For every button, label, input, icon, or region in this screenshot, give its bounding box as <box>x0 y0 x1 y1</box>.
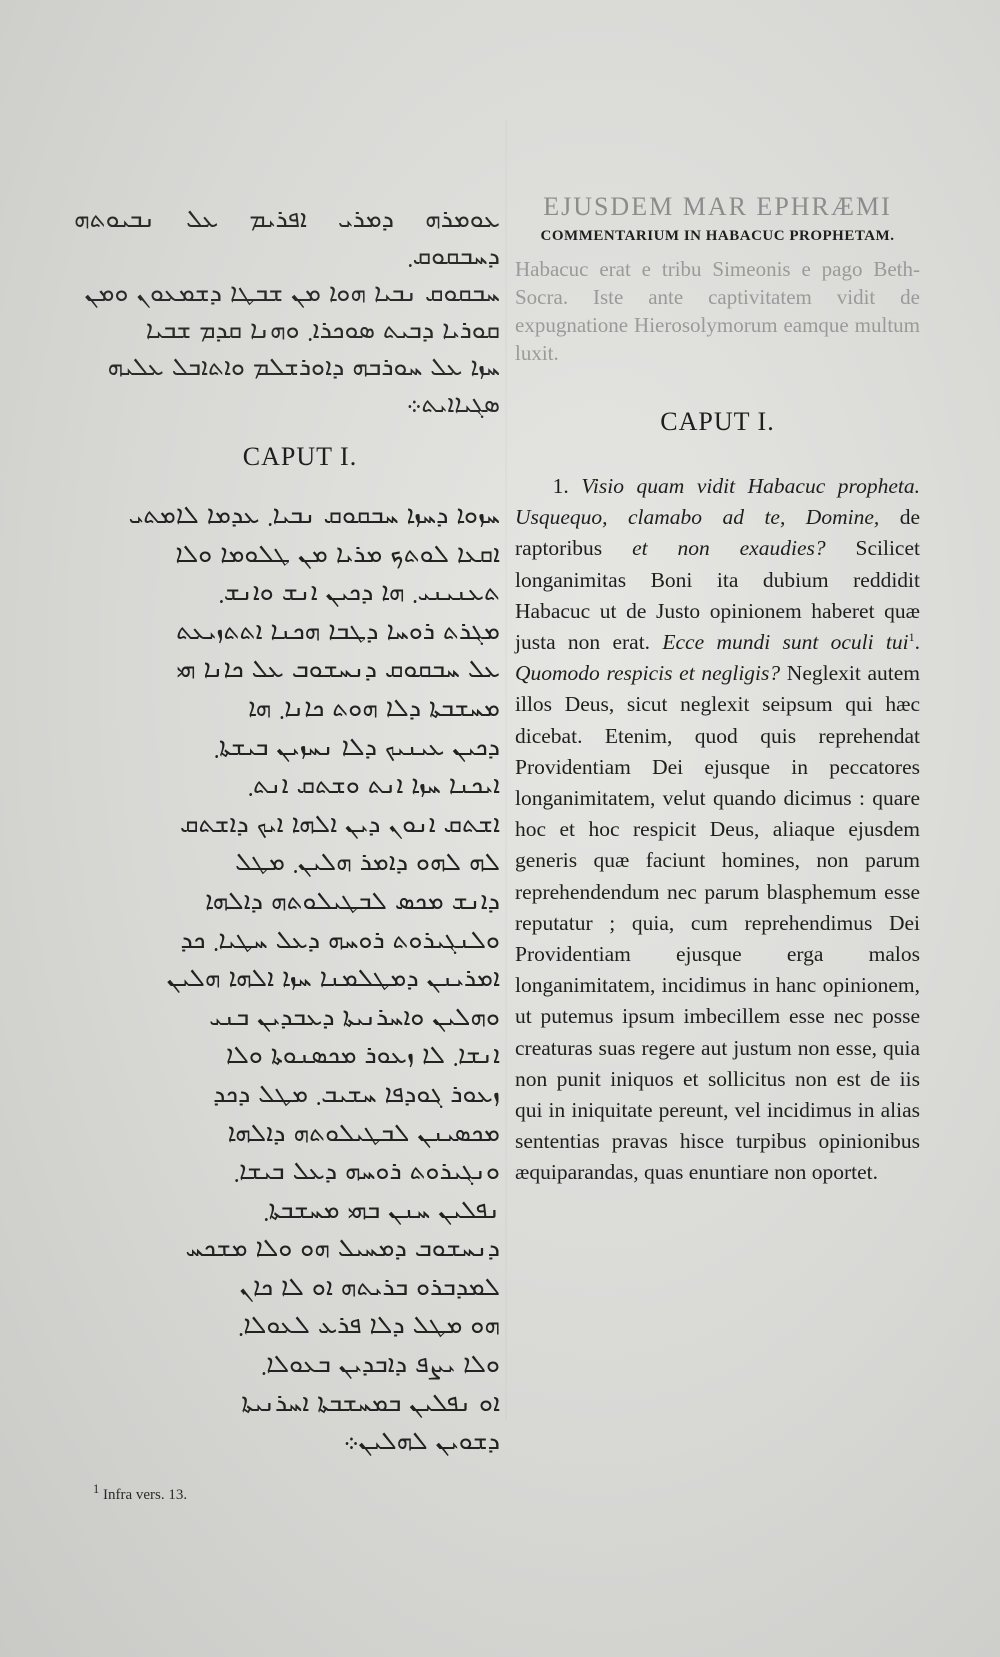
chapter-heading-left: CAPUT I. <box>242 442 358 471</box>
latin-column <box>515 180 920 1189</box>
footnote-ref: 1 <box>908 629 915 644</box>
latin-italic: Visio quam vidit Habacuc propheta. Usquequo, clamabo ad te, Domine, <box>515 474 920 530</box>
chapter-heading-right: CAPUT I. <box>660 407 775 436</box>
syriac-line: ܘܢܓܝܪܘܬ ܪܘܚܗ ܕܥܠ ܒܝܫܐ܂ <box>234 1156 500 1186</box>
syriac-line: ܢܦܠܝܢ ܚܢܢ ܒܗܝ ܡܚܫܒܬܐ܂ <box>263 1194 500 1224</box>
syriac-line: ܕܐܢܫ ܡܟܣ ܠܒܛܝܠܘܬܗ ܕܐܠܗܐ <box>205 885 500 915</box>
verse-number: 1. <box>552 474 569 498</box>
syriac-line: ܥܠ ܚܒܩܘܩ ܕܢܚܫܘܒ ܥܠ ܟܐܢܐ ܗܝ <box>176 654 500 684</box>
syriac-line: ܕܢܚܫܘܒ ܕܡܚܝܠ ܗܘ ܘܠܐ ܡܫܟܚ <box>185 1233 500 1263</box>
syriac-line: ܕܟܝܢ ܥܝܢܝܟ ܕܠܐ ܢܚܙܝܢ ܒܝܫܬܐ܂ <box>213 731 500 761</box>
footnote-marker: 1 <box>93 1482 100 1496</box>
main-heading: EJUSDEM MAR EPHRÆMI <box>543 192 892 221</box>
latin-italic: Quomodo respicis et negligis? <box>515 661 781 686</box>
latin-roman: de raptoribus <box>515 505 920 561</box>
syriac-line: ܙܥܘܪ ܓܘܕܦܐ ܚܫܝܒ܂ ܡܛܠ ܕܟܕ <box>213 1078 500 1108</box>
syriac-line: ܐܫܬܩ ܐܢܘܢ ܕܝܢ ܐܠܗܐ ܐܝܟ ܕܐܫܬܩ <box>179 808 500 838</box>
latin-roman: Scilicet longanimitas Boni ita dubium reddidit Habacuc ut de Justo opinionem haberet quæ justa non erat. <box>515 536 920 655</box>
syriac-heading-line: ܩܘܪܝܐ ܕܒܝܬ ܣܘܟܪܐ܂ ܘܗܢܐ ܩܕܡ ܫܒܝܐ <box>145 315 500 344</box>
gutter <box>505 120 507 1420</box>
syriac-heading-line: ܥܘܡܪܗ ܕܡܪܝ ܐܦܪܝܡ ܥܠ ܢܒܝܘܬܗ ܕܚܒܩܘܩ܂ <box>74 204 500 270</box>
syriac-line: ܠܡܕܒܪܘ ܒܪܝܬܗ ܐܘ ܠܐ ܟܐܢ <box>239 1271 500 1301</box>
syriac-column <box>60 200 500 1461</box>
syriac-line: ܡܓܪܬ ܪܘܚܐ ܕܛܒܐ ܗܟܢܐ ܐܬܬܙܝܥܬ <box>176 615 500 645</box>
latin-italic: et non exaudies? <box>632 536 826 561</box>
syriac-line: ܐܢܫܐ܂ ܠܐ ܙܥܘܪ ܡܟܣܢܘܬܐ ܘܠܐ <box>226 1040 500 1070</box>
syriac-line: ܡܟܣܝܢܢ ܠܒܛܝܠܘܬܗ ܕܐܠܗܐ <box>227 1117 500 1147</box>
syriac-line: ܕܫܘܝܢ ܠܗܠܝܢ܀ <box>343 1426 500 1456</box>
syriac-line: ܡܚܫܒܬܐ ܕܠܐ ܗܘܬ ܟܐܢܐ܂ ܗܐ <box>248 692 500 722</box>
syriac-heading <box>60 200 500 422</box>
syriac-line: ܐܘ ܢܦܠܝܢ ܒܡܚܫܒܬܐ ܐܚܪܢܝܬܐ <box>241 1387 500 1417</box>
syriac-text <box>60 496 500 1461</box>
footnote <box>93 1482 187 1504</box>
sub-heading: COMMENTARIUM IN HABACUC PROPHETAM. <box>540 228 895 244</box>
syriac-line: ܐܩܥܐ ܠܘܬܟ ܡܪܝܐ ܡܢ ܛܠܘܡܐ ܘܠܐ <box>175 538 500 568</box>
latin-roman: Neglexit autem illos Deus, sicut neglexit seipsum qui hæc dicebat. Etenim, quod quis reprehendat Providentiam Dei ejusque in peccatores longanimitatem, velut quando dicimus : quare hoc et hoc respicit Deus, aliaque ejusdem generis quæ faciunt homines, non parum reprehendendum nec parum blasphemum esse reputatur ; quia, cum reprehendimus Dei Providentiam ejusque erga malos longanimitatem, incidimus in hanc opinionem, ut putemus ipsum imbecillem esse nec posse creaturas suas regere aut justum non esse, quia non punit iniquos et sollicitus non est de iis qui in iniquitate pereunt, vel incidimus in alias sententias pravas hisce turpibus opinionibus æquiparandas, quas enuntiare non oportet. <box>515 661 920 1185</box>
syriac-line: ܘܠܢܓܝܪܘܬ ܪܘܚܗ ܕܥܠ ܚܛܝܐ܂ ܟܕ <box>180 924 500 954</box>
latin-italic: Ecce mundi sunt oculi tui <box>662 630 909 655</box>
syriac-line: ܗܘ ܡܛܠ ܕܠܐ ܦܪܥ ܠܥܘܠܐ܂ <box>238 1310 500 1340</box>
intro-paragraph: Habacuc erat e tribu Simeonis e pago Beth-Socra. Iste ante captivitatem vidit de expugnatione Hierosolymorum eamque multum luxit. <box>515 257 920 365</box>
latin-text <box>515 471 920 1189</box>
syriac-line: ܘܗܠܝܢ ܘܐܚܪܢܝܬܐ ܕܥܒܕܝܢ ܒܢܝ <box>209 1001 500 1031</box>
footnote-text: Infra vers. 13. <box>103 1487 188 1503</box>
syriac-line: ܐܡܪܝܢܢ ܕܡܛܠܡܢܐ ܚܙܐ ܐܠܗܐ ܗܠܝܢ <box>166 963 500 993</box>
syriac-heading-line: ܚܙܐ ܥܠ ܚܘܪܒܗ ܕܐܘܪܫܠܡ ܘܐܬܐܒܠ ܥܠܝܗ <box>107 352 500 381</box>
syriac-heading-line: ܣܓܝܐܐܝܬ܀ <box>406 389 500 418</box>
syriac-line: ܚܙܘܐ ܕܚܙܐ ܚܒܩܘܩ ܢܒܝܐ܂ ܥܕܡܐ ܠܐܡܬܝ <box>128 500 500 529</box>
syriac-line: ܠܗ ܠܗܘ ܕܐܡܪ ܗܠܝܢ܂ ܡܛܠ <box>235 847 500 877</box>
syriac-line: ܘܠܐ ܝܨܦ ܕܐܒܕܝܢ ܒܥܘܠܐ܂ <box>261 1349 500 1379</box>
syriac-line: ܬܥܢܝܢܝ܂ ܗܐ ܕܟܝܢ ܐܢܫ ܘܐܢܫ܂ <box>218 577 500 607</box>
syriac-heading-line: ܚܒܩܘܩ ܢܒܝܐ ܗܘܐ ܡܢ ܫܒܛܐ ܕܫܡܥܘܢ ܘܡܢ <box>84 278 500 307</box>
latin-roman: . <box>914 630 921 655</box>
syriac-line: ܐܝܟܢܐ ܚܙܐ ܐܢܬ ܘܫܬܩ ܐܢܬ܂ <box>248 770 500 800</box>
